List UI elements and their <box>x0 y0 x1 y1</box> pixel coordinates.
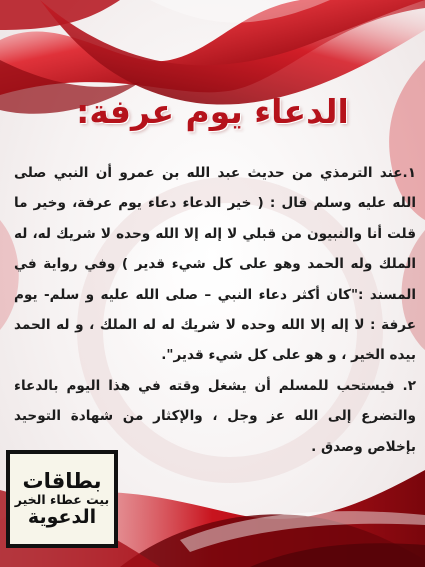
paragraph-2: ٢. فيستحب للمسلم أن يشغل وقته في هذا اليوم بالدعاء والتضرع إلى الله عز وجل ، والإكثار من شهادة التوحيد بإخلاص وصدق . <box>14 377 416 455</box>
paragraph-1: ١.عند الترمذي من حديث عبد الله بن عمرو أن النبي صلى الله عليه وسلم قال : ( خير الدعاء دعاء يوم عرفة، وخير ما قلت أنا والنبيون من قبلي لا إله إلا الله وحده لا شريك له، له الملك وله الحمد وهو على كل شيء قدير ) وفي رواية في المسند :"كان أكثر دعاء النبي – صلى الله عليه و سلم- يوم عرفة : لا إله إلا الله وحده لا شريك له له الملك ، و له الحمد بيده الخير ، و هو على كل شيء قدير". <box>14 165 416 364</box>
publisher-logo <box>6 450 118 548</box>
dua-text <box>14 158 416 462</box>
logo-line-1: بطاقات <box>22 468 102 493</box>
logo-line-3: الدعوية <box>27 506 97 529</box>
card-title: الدعاء يوم عرفة: <box>76 92 349 131</box>
logo-line-2: بيت عطاء الخير <box>14 491 110 507</box>
